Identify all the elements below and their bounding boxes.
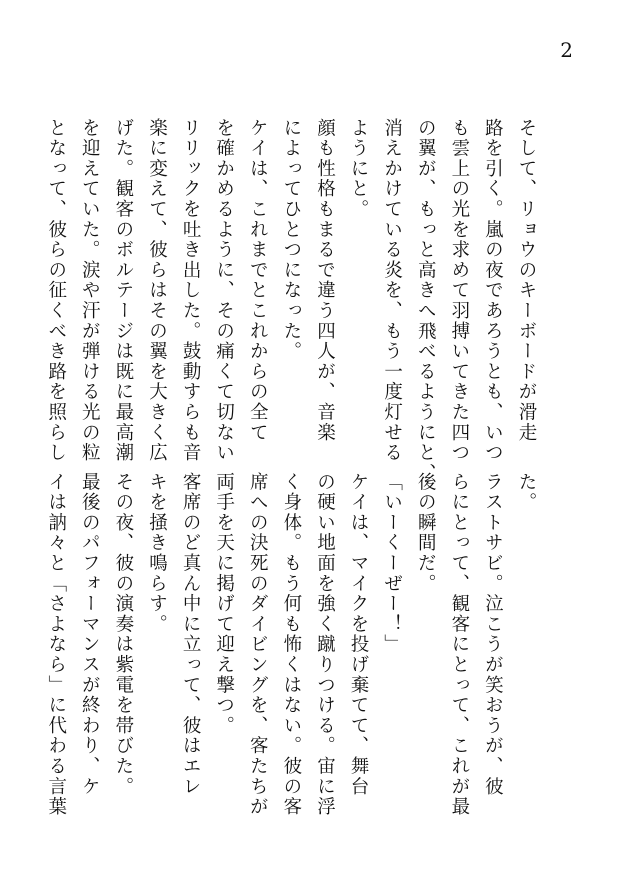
text-line: 楽に変えて、彼らはその翼を大きく広 <box>146 118 168 464</box>
text-line: によってひとつになった。 <box>280 118 302 362</box>
text-line: そして、リョウのキーボードが滑走 <box>516 118 537 443</box>
text-line: ようにと。 <box>348 118 370 220</box>
text-line: リリックを吐き出した。鼓動すらも音 <box>180 118 202 464</box>
text-line: らにとって、観客にとって、これが最 <box>448 472 470 818</box>
text-line: ケイは、マイクを投げ棄てて、舞台 <box>348 472 370 797</box>
text-line: イは訥々と「さよなら」に代わる言葉 <box>45 472 67 818</box>
text-line: 「いーくーぜー！」 <box>381 472 403 655</box>
text-line: ケイは、これまでとこれからの全て <box>247 118 269 443</box>
text-line: た。 <box>516 472 537 513</box>
text-line: 顔も性格もまるで違う四人が、音楽 <box>314 118 336 443</box>
text-line: も雲上の光を求めて羽搏いてきた四つ <box>448 118 470 464</box>
text-line: 路を引く。嵐の夜であろうとも、いつ <box>482 118 504 464</box>
text-line: キを掻き鳴らす。 <box>146 472 168 635</box>
text-line: を迎えていた。涙や汗が弾ける光の粒 <box>79 118 101 464</box>
text-line: 客席のど真ん中に立って、彼はエレ <box>180 472 202 797</box>
text-block-bottom <box>39 472 543 818</box>
text-line: ラストサビ。泣こうが笑おうが、彼 <box>482 472 504 797</box>
text-line: を確かめるように、その痛くて切ない <box>213 118 235 464</box>
text-line: 後の瞬間だ。 <box>415 472 437 594</box>
text-line: 両手を天に掲げて迎え撃つ。 <box>213 472 235 736</box>
text-line: げた。観客のボルテージは既に最高潮 <box>112 118 134 464</box>
text-line: の翼が、もっと高きへ飛べるようにと、 <box>415 118 437 484</box>
page-number: 2 <box>560 38 573 62</box>
text-block-top <box>39 118 543 484</box>
text-line: の硬い地面を強く蹴りつける。宙に浮 <box>314 472 336 818</box>
text-line: く身体。もう何も怖くはない。彼の客 <box>280 472 302 818</box>
text-line: 席への決死のダイビングを、客たちが <box>247 472 269 818</box>
text-line: 最後のパフォーマンスが終わり、ケ <box>79 472 101 797</box>
text-line: その夜、彼の演奏は紫電を帯びた。 <box>112 472 134 797</box>
text-line: となって、彼らの征くべき路を照らし <box>45 118 67 464</box>
text-line: 消えかけている炎を、もう一度灯せる <box>381 118 403 464</box>
